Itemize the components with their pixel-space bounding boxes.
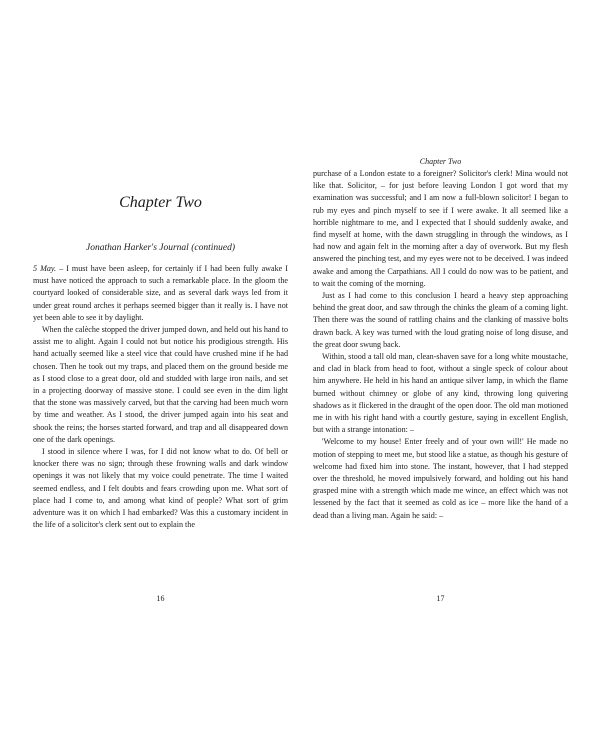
journal-date: 5 May. — [33, 264, 57, 273]
right-page-body — [313, 168, 568, 522]
left-page — [33, 0, 288, 750]
paragraph-text: – I must have been asleep, for certainly if I had been fully awake I must have noticed the approach to such a remarkable place. In the gloom the courtyard looked of considerable size, and as several dark ways led from it under great round arches it perhaps seemed bigger than it really is. I have not yet been able to see it by daylight. — [33, 264, 288, 322]
section-title: Jonathan Harker's Journal (continued) — [86, 243, 235, 253]
left-page-body — [33, 263, 288, 531]
page-number: 17 — [436, 594, 445, 603]
paragraph — [33, 263, 288, 324]
right-page — [313, 0, 568, 750]
page-number: 16 — [156, 594, 165, 603]
running-head: Chapter Two — [419, 157, 462, 166]
paragraph: I stood in silence where I was, for I did not know what to do. Of bell or knocker there was no sign; through these frowning walls and dark window openings it was not likely that my voice could penetrate. The time I waited seemed endless, and I felt doubts and fears crowding upon me. What sort of place had I come to, and among what kind of people? What sort of grim adventure was it on which I had embarked? Was this a customary incident in the life of a solicitor's clerk sent out to explain the — [33, 447, 288, 530]
paragraph: Just as I had come to this conclusion I heard a heavy step approaching behind the great door, and saw through the chinks the gleam of a coming light. Then there was the sound of rattling chains and the clanking of massive bolts drawn back. A key was turned with the loud grating noise of long disuse, and the great door swung back. — [313, 291, 568, 349]
paragraph: Within, stood a tall old man, clean-shaven save for a long white moustache, and clad in black from head to foot, without a single speck of colour about him anywhere. He held in his hand an antique silver lamp, in which the flame burned without chimney or globe of any kind, throwing long quivering shadows as it flickered in the draught of the open door. The old man motioned me in with his right hand with a courtly gesture, saying in excellent English, but with a strange intonation: – — [313, 352, 568, 435]
paragraph: When the calèche stopped the driver jumped down, and held out his hand to assist me to alight. Again I could not but notice his prodigious strength. His hand actually seemed like a steel vice that could have crushed mine if he had chosen. Then he took out my traps, and placed them on the ground beside me as I stood close to a great door, old and studded with large iron nails, and set in a projecting doorway of massive stone. I could see even in the dim light that the stone was massively carved, but that the carving had been much worn by time and weather. As I stood, the driver jumped again into his seat and shook the reins; the horses started forward, and trap and all disappeared down one of the dark openings. — [33, 325, 288, 444]
chapter-title: Chapter Two — [119, 194, 202, 211]
paragraph: 'Welcome to my house! Enter freely and of your own will!' He made no motion of stepping to meet me, but stood like a statue, as though his gesture of welcome had fixed him into stone. The instant, however, that I had stepped over the threshold, he moved impulsively forward, and holding out his hand grasped mine with a strength which made me wince, an effect which was not lessened by the fact that it seemed as cold as ice – more like the hand of a dead than a living man. Again he said: – — [313, 437, 568, 520]
paragraph: purchase of a London estate to a foreigner? Solicitor's clerk! Mina would not like that. Solicitor, – for just before leaving London I got word that my examination was successful; and I am now a full-blown solicitor! I began to rub my eyes and pinch myself to see if I were awake. It all seemed like a horrible nightmare to me, and I expected that I should suddenly awake, and find myself at home, with the dawn struggling in through the windows, as I had now and again felt in the morning after a day of overwork. But my flesh answered the pinching test, and my eyes were not to be deceived. I was indeed awake and among the Carpathians. All I could do now was to be patient, and to wait the coming of the morning. — [313, 169, 568, 288]
